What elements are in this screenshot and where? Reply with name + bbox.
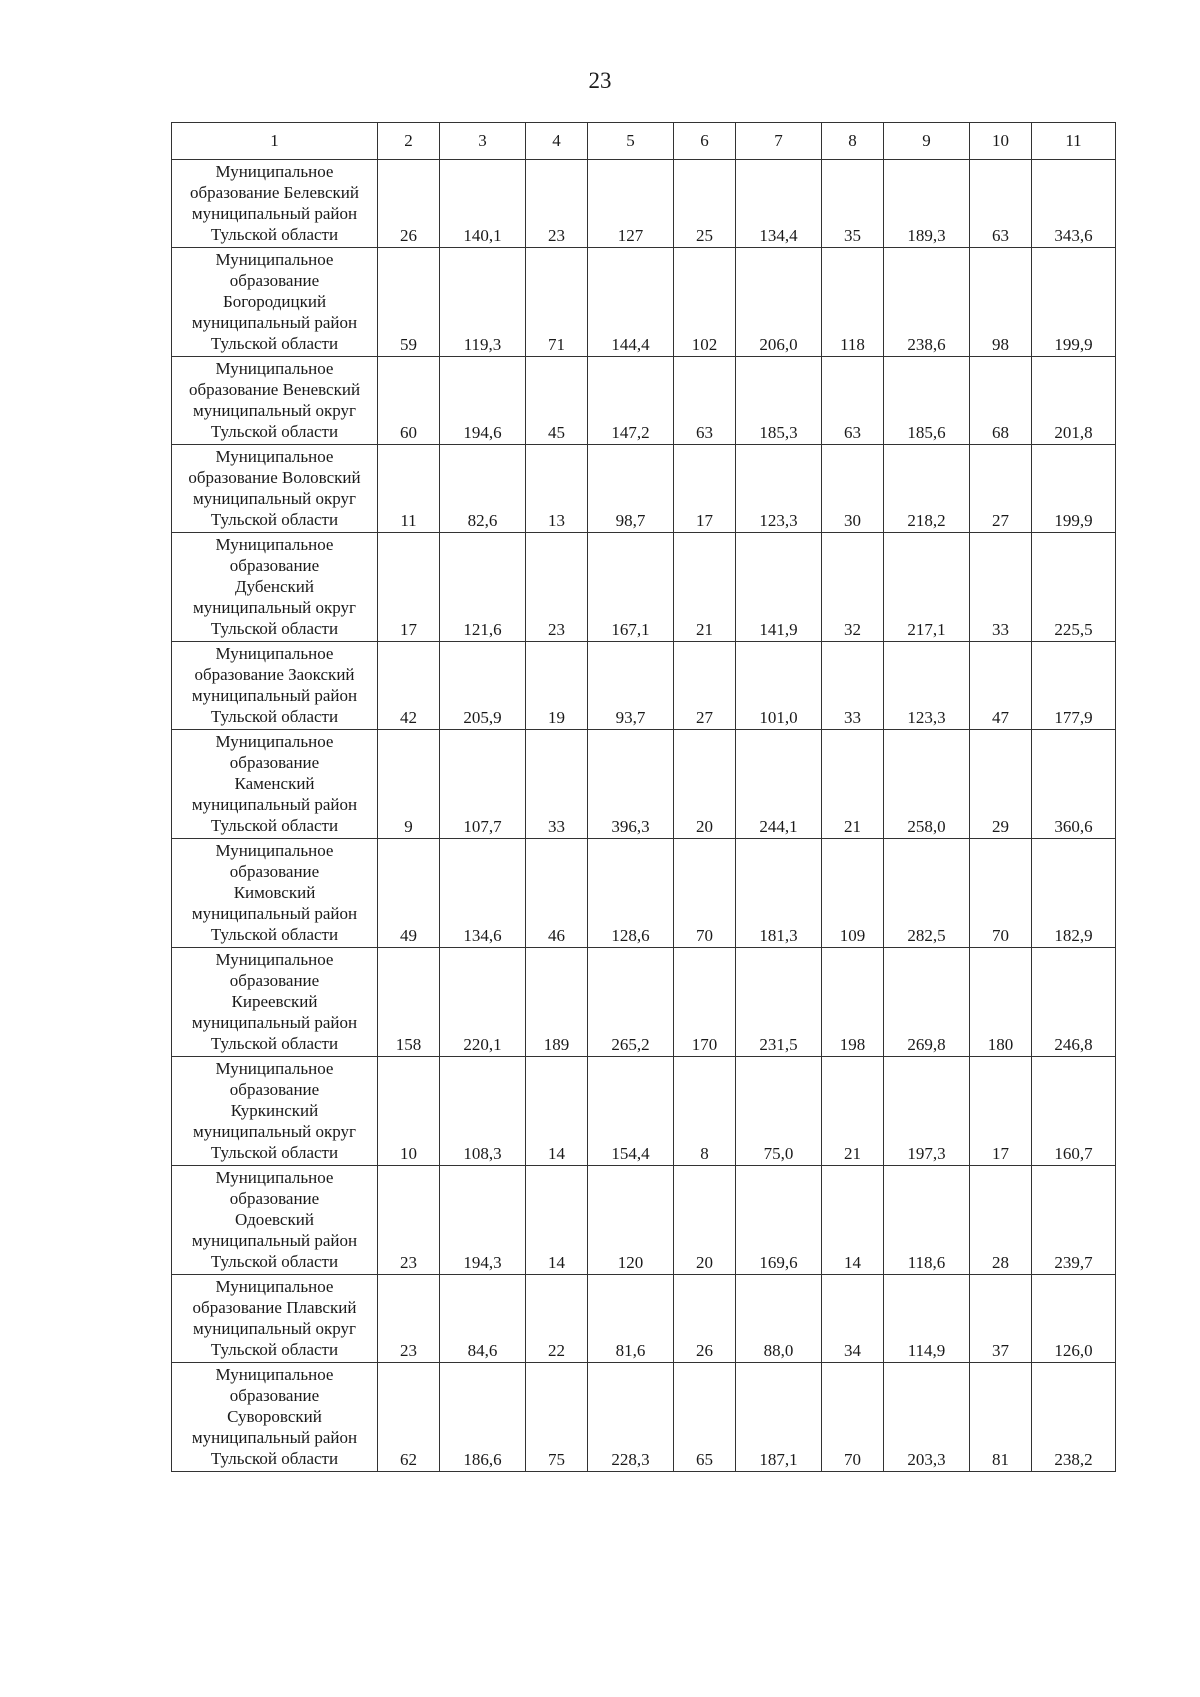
- value-cell-col-6: 170: [674, 948, 736, 1057]
- value-cell-col-2: 26: [378, 160, 440, 248]
- table-row: [172, 642, 1116, 730]
- value-cell-col-11: 182,9: [1032, 839, 1116, 948]
- value-cell-col-11: 199,9: [1032, 445, 1116, 533]
- value-cell-col-3: 186,6: [440, 1363, 526, 1472]
- value-cell-col-9: 282,5: [884, 839, 970, 948]
- column-header-11: 11: [1032, 123, 1116, 160]
- value-cell-col-3: 107,7: [440, 730, 526, 839]
- value-cell-col-2: 17: [378, 533, 440, 642]
- municipality-name-line: Муниципальное: [215, 732, 334, 751]
- table-row: [172, 839, 1116, 948]
- value-cell-col-5: 147,2: [588, 357, 674, 445]
- value-cell-col-4: 33: [526, 730, 588, 839]
- value-cell-col-6: 70: [674, 839, 736, 948]
- municipality-name-line: Муниципальное: [215, 359, 334, 378]
- value-cell-col-4: 22: [526, 1275, 588, 1363]
- value-cell-col-3: 134,6: [440, 839, 526, 948]
- value-cell-col-8: 109: [822, 839, 884, 948]
- value-cell-col-5: 81,6: [588, 1275, 674, 1363]
- value-cell-col-8: 63: [822, 357, 884, 445]
- value-cell-col-7: 141,9: [736, 533, 822, 642]
- value-cell-col-5: 228,3: [588, 1363, 674, 1472]
- municipality-name-line: Тульской области: [210, 619, 339, 638]
- municipality-name-line: образование Белевский: [190, 183, 359, 202]
- municipality-name-line: муниципальный район: [191, 1231, 358, 1250]
- value-cell-col-8: 34: [822, 1275, 884, 1363]
- value-cell-col-11: 160,7: [1032, 1057, 1116, 1166]
- municipality-name-line: образование Плавский: [192, 1298, 357, 1317]
- municipality-name-line: образование: [229, 1080, 320, 1099]
- value-cell-col-11: 177,9: [1032, 642, 1116, 730]
- value-cell-col-10: 63: [970, 160, 1032, 248]
- value-cell-col-4: 75: [526, 1363, 588, 1472]
- column-header-8: 8: [822, 123, 884, 160]
- municipality-name-line: муниципальный район: [191, 204, 358, 223]
- value-cell-col-11: 199,9: [1032, 248, 1116, 357]
- table-row: [172, 1275, 1116, 1363]
- municipality-name-cell: [172, 730, 378, 839]
- value-cell-col-3: 121,6: [440, 533, 526, 642]
- value-cell-col-5: 144,4: [588, 248, 674, 357]
- value-cell-col-10: 68: [970, 357, 1032, 445]
- municipality-name-line: Тульской области: [210, 707, 339, 726]
- value-cell-col-2: 59: [378, 248, 440, 357]
- municipality-name-line: Муниципальное: [215, 1365, 334, 1384]
- column-header-7: 7: [736, 123, 822, 160]
- value-cell-col-10: 29: [970, 730, 1032, 839]
- value-cell-col-5: 128,6: [588, 839, 674, 948]
- value-cell-col-6: 20: [674, 730, 736, 839]
- value-cell-col-3: 84,6: [440, 1275, 526, 1363]
- municipality-name-line: Богородицкий: [222, 292, 327, 311]
- value-cell-col-4: 23: [526, 160, 588, 248]
- table-header-row: [172, 123, 1116, 160]
- municipality-name-line: Муниципальное: [215, 162, 334, 181]
- value-cell-col-2: 158: [378, 948, 440, 1057]
- value-cell-col-7: 169,6: [736, 1166, 822, 1275]
- municipality-name-line: Тульской области: [210, 422, 339, 441]
- value-cell-col-4: 45: [526, 357, 588, 445]
- municipality-name-line: образование Воловский: [188, 468, 361, 487]
- value-cell-col-5: 154,4: [588, 1057, 674, 1166]
- value-cell-col-4: 71: [526, 248, 588, 357]
- column-header-3: 3: [440, 123, 526, 160]
- value-cell-col-10: 27: [970, 445, 1032, 533]
- value-cell-col-9: 123,3: [884, 642, 970, 730]
- municipality-name-line: образование: [229, 862, 320, 881]
- value-cell-col-9: 217,1: [884, 533, 970, 642]
- value-cell-col-8: 70: [822, 1363, 884, 1472]
- municipality-name-line: Суворовский: [227, 1407, 322, 1426]
- value-cell-col-10: 98: [970, 248, 1032, 357]
- value-cell-col-4: 13: [526, 445, 588, 533]
- value-cell-col-7: 187,1: [736, 1363, 822, 1472]
- municipality-name-line: образование: [229, 556, 320, 575]
- value-cell-col-9: 114,9: [884, 1275, 970, 1363]
- column-header-5: 5: [588, 123, 674, 160]
- municipality-name-cell: [172, 1057, 378, 1166]
- municipality-name-line: образование Заокский: [194, 665, 355, 684]
- value-cell-col-10: 28: [970, 1166, 1032, 1275]
- value-cell-col-7: 185,3: [736, 357, 822, 445]
- municipality-name-cell: [172, 533, 378, 642]
- value-cell-col-8: 14: [822, 1166, 884, 1275]
- municipality-name-cell: [172, 642, 378, 730]
- municipality-name-line: муниципальный район: [191, 795, 358, 814]
- value-cell-col-9: 258,0: [884, 730, 970, 839]
- municipality-name-line: Муниципальное: [215, 841, 334, 860]
- table-row: [172, 948, 1116, 1057]
- value-cell-col-10: 33: [970, 533, 1032, 642]
- municipality-name-cell: [172, 445, 378, 533]
- value-cell-col-6: 8: [674, 1057, 736, 1166]
- value-cell-col-8: 118: [822, 248, 884, 357]
- value-cell-col-7: 244,1: [736, 730, 822, 839]
- municipality-name-line: муниципальный округ: [192, 1122, 357, 1141]
- column-header-6: 6: [674, 123, 736, 160]
- value-cell-col-5: 98,7: [588, 445, 674, 533]
- value-cell-col-10: 37: [970, 1275, 1032, 1363]
- municipality-name-line: Муниципальное: [215, 1277, 334, 1296]
- value-cell-col-2: 62: [378, 1363, 440, 1472]
- value-cell-col-2: 10: [378, 1057, 440, 1166]
- value-cell-col-10: 47: [970, 642, 1032, 730]
- value-cell-col-9: 203,3: [884, 1363, 970, 1472]
- value-cell-col-11: 239,7: [1032, 1166, 1116, 1275]
- column-header-1: 1: [172, 123, 378, 160]
- table-row: [172, 445, 1116, 533]
- municipality-name-line: Муниципальное: [215, 1059, 334, 1078]
- municipality-name-line: Тульской области: [210, 1034, 339, 1053]
- value-cell-col-6: 65: [674, 1363, 736, 1472]
- municipality-name-line: Муниципальное: [215, 1168, 334, 1187]
- value-cell-col-11: 343,6: [1032, 160, 1116, 248]
- column-header-4: 4: [526, 123, 588, 160]
- municipality-name-line: образование: [229, 971, 320, 990]
- value-cell-col-5: 396,3: [588, 730, 674, 839]
- value-cell-col-6: 21: [674, 533, 736, 642]
- value-cell-col-7: 181,3: [736, 839, 822, 948]
- value-cell-col-4: 14: [526, 1057, 588, 1166]
- value-cell-col-6: 25: [674, 160, 736, 248]
- municipality-name-line: муниципальный округ: [192, 598, 357, 617]
- municipality-name-line: Каменский: [234, 774, 315, 793]
- value-cell-col-2: 11: [378, 445, 440, 533]
- value-cell-col-7: 75,0: [736, 1057, 822, 1166]
- value-cell-col-11: 360,6: [1032, 730, 1116, 839]
- municipality-name-line: образование Веневский: [188, 380, 361, 399]
- municipality-name-line: образование: [229, 753, 320, 772]
- value-cell-col-3: 220,1: [440, 948, 526, 1057]
- value-cell-col-10: 70: [970, 839, 1032, 948]
- page-number: 23: [588, 68, 612, 93]
- value-cell-col-5: 93,7: [588, 642, 674, 730]
- value-cell-col-4: 19: [526, 642, 588, 730]
- municipality-name-line: Одоевский: [235, 1210, 314, 1229]
- value-cell-col-3: 205,9: [440, 642, 526, 730]
- value-cell-col-2: 23: [378, 1275, 440, 1363]
- value-cell-col-9: 238,6: [884, 248, 970, 357]
- municipality-name-line: муниципальный район: [191, 904, 358, 923]
- value-cell-col-9: 118,6: [884, 1166, 970, 1275]
- table-row: [172, 1057, 1116, 1166]
- table-row: [172, 1166, 1116, 1275]
- municipality-name-cell: [172, 160, 378, 248]
- value-cell-col-5: 167,1: [588, 533, 674, 642]
- municipality-name-line: Муниципальное: [215, 644, 334, 663]
- statistics-table: [171, 122, 1116, 1472]
- municipality-name-line: Тульской области: [210, 1340, 339, 1359]
- value-cell-col-4: 46: [526, 839, 588, 948]
- column-header-10: 10: [970, 123, 1032, 160]
- value-cell-col-6: 27: [674, 642, 736, 730]
- value-cell-col-5: 265,2: [588, 948, 674, 1057]
- value-cell-col-3: 108,3: [440, 1057, 526, 1166]
- value-cell-col-2: 9: [378, 730, 440, 839]
- municipality-name-line: Муниципальное: [215, 250, 334, 269]
- value-cell-col-3: 119,3: [440, 248, 526, 357]
- value-cell-col-11: 246,8: [1032, 948, 1116, 1057]
- value-cell-col-2: 49: [378, 839, 440, 948]
- municipality-name-line: образование: [229, 1189, 320, 1208]
- value-cell-col-11: 238,2: [1032, 1363, 1116, 1472]
- municipality-name-line: Тульской области: [210, 1143, 339, 1162]
- municipality-name-line: образование: [229, 1386, 320, 1405]
- value-cell-col-6: 26: [674, 1275, 736, 1363]
- municipality-name-line: образование: [229, 271, 320, 290]
- value-cell-col-8: 32: [822, 533, 884, 642]
- value-cell-col-11: 201,8: [1032, 357, 1116, 445]
- value-cell-col-10: 17: [970, 1057, 1032, 1166]
- municipality-name-line: Дубенский: [235, 577, 314, 596]
- municipality-name-line: Муниципальное: [215, 535, 334, 554]
- municipality-name-line: Тульской области: [210, 816, 339, 835]
- municipality-name-line: муниципальный район: [191, 313, 358, 332]
- value-cell-col-11: 126,0: [1032, 1275, 1116, 1363]
- value-cell-col-5: 120: [588, 1166, 674, 1275]
- value-cell-col-10: 81: [970, 1363, 1032, 1472]
- value-cell-col-8: 198: [822, 948, 884, 1057]
- municipality-name-line: Киреевский: [231, 992, 318, 1011]
- value-cell-col-3: 82,6: [440, 445, 526, 533]
- value-cell-col-8: 33: [822, 642, 884, 730]
- table-row: [172, 730, 1116, 839]
- municipality-name-line: Муниципальное: [215, 447, 334, 466]
- value-cell-col-9: 269,8: [884, 948, 970, 1057]
- municipality-name-cell: [172, 839, 378, 948]
- municipality-name-cell: [172, 357, 378, 445]
- table-row: [172, 1363, 1116, 1472]
- value-cell-col-6: 20: [674, 1166, 736, 1275]
- municipality-name-cell: [172, 248, 378, 357]
- value-cell-col-5: 127: [588, 160, 674, 248]
- municipality-name-line: муниципальный округ: [192, 1319, 357, 1338]
- municipality-name-line: муниципальный район: [191, 686, 358, 705]
- municipality-name-line: муниципальный район: [191, 1013, 358, 1032]
- municipality-name-cell: [172, 1275, 378, 1363]
- municipality-name-line: Тульской области: [210, 334, 339, 353]
- value-cell-col-11: 225,5: [1032, 533, 1116, 642]
- value-cell-col-6: 63: [674, 357, 736, 445]
- table-row: [172, 533, 1116, 642]
- municipality-name-cell: [172, 1363, 378, 1472]
- value-cell-col-7: 101,0: [736, 642, 822, 730]
- value-cell-col-8: 30: [822, 445, 884, 533]
- value-cell-col-7: 206,0: [736, 248, 822, 357]
- value-cell-col-7: 88,0: [736, 1275, 822, 1363]
- value-cell-col-9: 189,3: [884, 160, 970, 248]
- value-cell-col-2: 42: [378, 642, 440, 730]
- value-cell-col-8: 21: [822, 730, 884, 839]
- municipality-name-line: муниципальный округ: [192, 401, 357, 420]
- municipality-name-line: Тульской области: [210, 925, 339, 944]
- column-header-2: 2: [378, 123, 440, 160]
- value-cell-col-7: 134,4: [736, 160, 822, 248]
- value-cell-col-4: 23: [526, 533, 588, 642]
- value-cell-col-8: 21: [822, 1057, 884, 1166]
- value-cell-col-6: 17: [674, 445, 736, 533]
- value-cell-col-9: 197,3: [884, 1057, 970, 1166]
- municipality-name-cell: [172, 1166, 378, 1275]
- municipality-name-line: Тульской области: [210, 1252, 339, 1271]
- municipality-name-line: Муниципальное: [215, 950, 334, 969]
- value-cell-col-2: 60: [378, 357, 440, 445]
- value-cell-col-8: 35: [822, 160, 884, 248]
- value-cell-col-3: 140,1: [440, 160, 526, 248]
- municipality-name-line: Куркинский: [230, 1101, 319, 1120]
- value-cell-col-7: 123,3: [736, 445, 822, 533]
- value-cell-col-4: 14: [526, 1166, 588, 1275]
- value-cell-col-3: 194,6: [440, 357, 526, 445]
- table-body: [172, 160, 1116, 1472]
- municipality-name-line: Тульской области: [210, 1449, 339, 1468]
- municipality-name-line: Тульской области: [210, 225, 339, 244]
- table-row: [172, 357, 1116, 445]
- value-cell-col-6: 102: [674, 248, 736, 357]
- table-row: [172, 248, 1116, 357]
- table-row: [172, 160, 1116, 248]
- municipality-name-cell: [172, 948, 378, 1057]
- value-cell-col-9: 218,2: [884, 445, 970, 533]
- municipality-name-line: Кимовский: [233, 883, 316, 902]
- municipality-name-line: муниципальный округ: [192, 489, 357, 508]
- value-cell-col-3: 194,3: [440, 1166, 526, 1275]
- municipality-name-line: Тульской области: [210, 510, 339, 529]
- value-cell-col-2: 23: [378, 1166, 440, 1275]
- municipality-name-line: муниципальный район: [191, 1428, 358, 1447]
- value-cell-col-10: 180: [970, 948, 1032, 1057]
- value-cell-col-4: 189: [526, 948, 588, 1057]
- value-cell-col-9: 185,6: [884, 357, 970, 445]
- column-header-9: 9: [884, 123, 970, 160]
- value-cell-col-7: 231,5: [736, 948, 822, 1057]
